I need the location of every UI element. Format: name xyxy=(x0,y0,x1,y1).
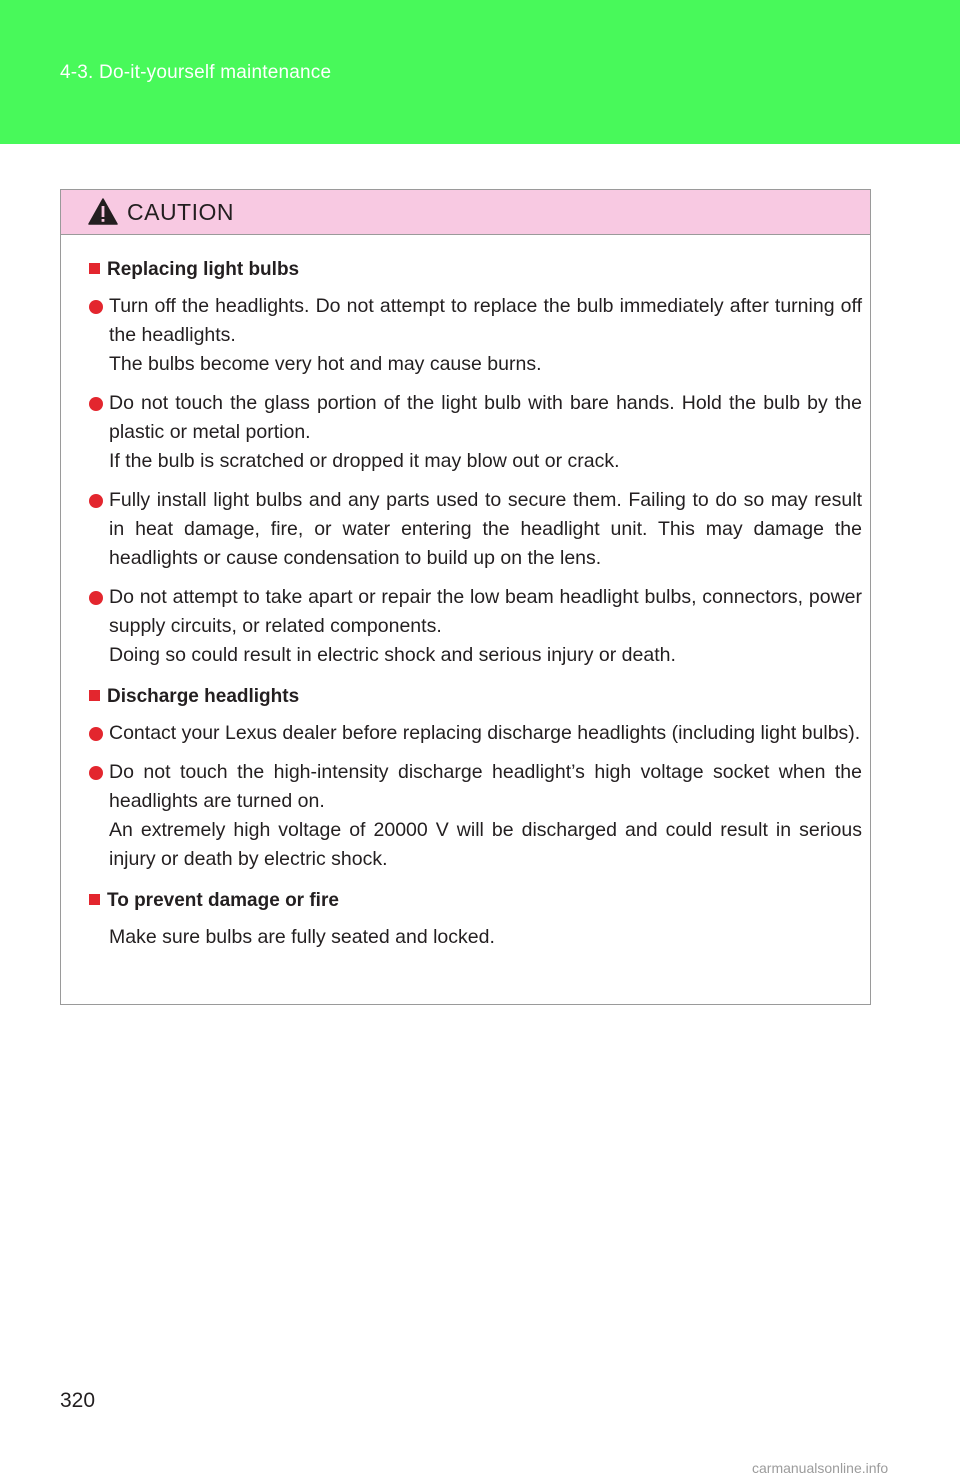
page-number: 320 xyxy=(60,1389,96,1412)
list-item: Turn off the headlights. Do not attempt to replace the bulb immediately after turning off the headlights. The bulbs become very hot and may cause burns. xyxy=(89,292,862,379)
section-heading: Discharge headlights xyxy=(89,682,862,711)
section-replacing-bulbs xyxy=(89,255,862,670)
list-item: Do not touch the high-intensity discharge headlight’s high voltage socket when the headlights are turned on. An extremely high voltage of 20000 V will be discharged and could result in serious injury or death by electric shock. xyxy=(89,758,862,874)
section-discharge-headlights xyxy=(89,682,862,874)
red-square-icon xyxy=(89,263,100,274)
list-item: Do not touch the glass portion of the light bulb with bare hands. Hold the bulb by the plastic or metal portion. If the bulb is scratched or dropped it may blow out or crack. xyxy=(89,389,862,476)
list-item: Do not attempt to take apart or repair the low beam headlight bulbs, connectors, power supply circuits, or related components. Doing so could result in electric shock and serious injury or death. xyxy=(89,583,862,670)
section-title: 4-3. Do-it-yourself maintenance xyxy=(60,62,332,83)
watermark: carmanualsonline.info xyxy=(752,1460,889,1476)
red-dot-icon xyxy=(89,591,103,605)
caution-header xyxy=(61,190,870,235)
list-item: Fully install light bulbs and any parts used to secure them. Failing to do so may result in heat damage, fire, or water entering the headlight unit. This may damage the headlights or cause condensation to build up on the lens. xyxy=(89,486,862,573)
red-dot-icon xyxy=(89,397,103,411)
red-dot-icon xyxy=(89,494,103,508)
page-header xyxy=(0,0,960,144)
caution-box xyxy=(60,189,871,1005)
caution-content xyxy=(61,235,870,952)
section-text: Make sure bulbs are fully seated and locked. xyxy=(109,926,495,948)
list-item: Contact your Lexus dealer before replacing discharge headlights (including light bulbs). xyxy=(89,719,862,748)
section-heading: To prevent damage or fire xyxy=(89,886,862,915)
red-dot-icon xyxy=(89,300,103,314)
red-square-icon xyxy=(89,894,100,905)
red-dot-icon xyxy=(89,727,103,741)
section-prevent-damage xyxy=(89,886,862,952)
caution-label: CAUTION xyxy=(127,199,234,225)
warning-triangle-icon xyxy=(88,198,118,225)
red-dot-icon xyxy=(89,766,103,780)
section-heading: Replacing light bulbs xyxy=(89,255,862,284)
red-square-icon xyxy=(89,690,100,701)
